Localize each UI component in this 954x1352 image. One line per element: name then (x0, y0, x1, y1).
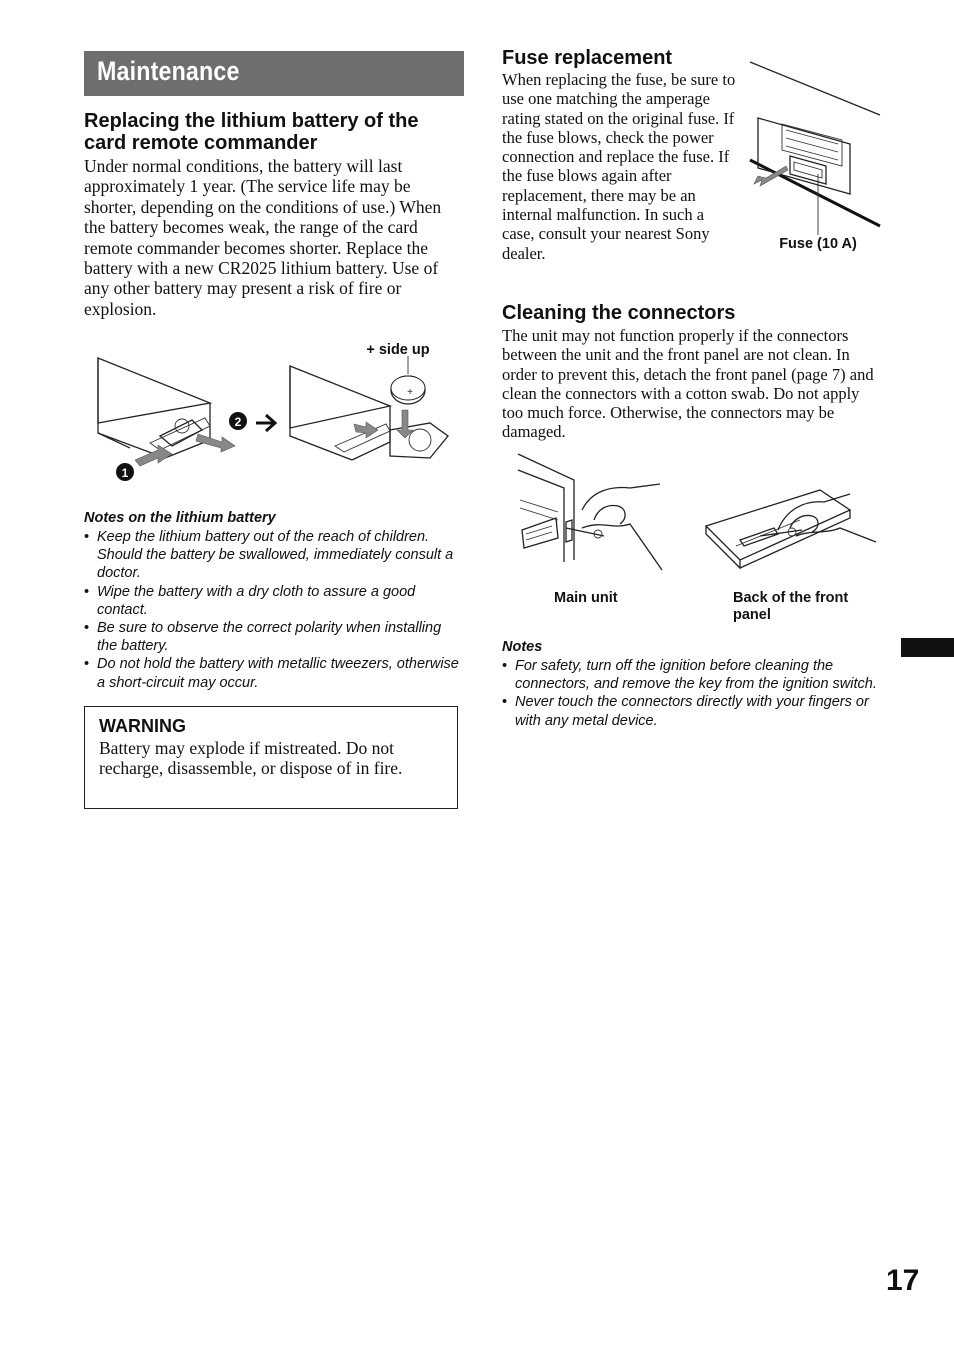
main-unit-caption: Main unit (554, 590, 618, 606)
next-step-arrow-icon (256, 415, 275, 431)
list-item: • For safety, turn off the ignition before cleaning the connectors, and remove the key from the ignition switch. (502, 657, 884, 693)
fuse-heading: Fuse replacement (502, 47, 673, 69)
section-banner (84, 51, 464, 96)
coin-battery-icon (391, 376, 425, 404)
svg-text:1: 1 (121, 466, 129, 480)
warning-title: WARNING (99, 716, 186, 736)
battery-heading: Replacing the lithium battery of the card remote commander (84, 110, 419, 154)
step-1-marker (116, 463, 134, 481)
list-item: • Wipe the battery with a dry cloth to assure a good contact. (84, 583, 464, 619)
connectors-paragraph: The unit may not function properly if the connectors between the unit and the front panel are not clean. In order to prevent this, detach the front panel (page 7) and clean the connectors with a cotton swab. Do not apply too much force. Otherwise, the connectors may be damaged. (502, 326, 874, 442)
card-remote-right (290, 366, 448, 460)
warning-text: Battery may explode if mistreated. Do not recharge, disassemble, or dispose of in fire. (99, 738, 403, 779)
connectors-heading: Cleaning the connectors (502, 302, 736, 324)
fuse-illustration (746, 60, 886, 256)
battery-paragraph: Under normal conditions, the battery will last approximately 1 year. (The service life may be shorter, depending on the conditions of use.) When the battery becomes weak, the range of the card remote commander becomes shorter. Replace the battery with a new CR2025 lithium battery. Use of any other battery may present a risk of fire or explosion. (84, 156, 442, 319)
svg-text:2: 2 (234, 415, 242, 429)
card-remote-left (98, 358, 235, 466)
fuse-label: Fuse (10 A) (779, 236, 857, 252)
section-title: Maintenance (97, 56, 240, 86)
fuse-paragraph: When replacing the fuse, be sure to use one matching the amperage rating stated on the original fuse. If the fuse blows, check the power connection and replace the fuse. If the fuse blows again after replacement, there may be an internal malfunction. In such a case, consult your nearest Sony dealer. (502, 70, 736, 263)
page-number: 17 (886, 1264, 920, 1297)
connectors-notes-list (502, 657, 884, 730)
list-item: • Keep the lithium battery out of the reach of children. Should the battery be swallowed, immediately consult a doctor. (84, 528, 464, 583)
warning-box (84, 706, 458, 809)
svg-text:+: + (407, 387, 413, 398)
main-unit-cleaning-illustration (512, 450, 672, 580)
list-item: • Do not hold the battery with metallic tweezers, otherwise a short-circuit may occur. (84, 655, 464, 691)
step-2-marker (229, 412, 247, 430)
front-panel-caption: Back of the front panel (733, 590, 849, 623)
battery-notes-list (84, 528, 464, 692)
connectors-notes-heading: Notes (502, 639, 543, 655)
list-item: • Be sure to observe the correct polarity when installing the battery. (84, 619, 464, 655)
battery-notes-heading: Notes on the lithium battery (84, 510, 276, 526)
front-panel-cleaning-illustration (700, 470, 880, 580)
section-tab-marker (901, 638, 954, 657)
list-item: • Never touch the connectors directly with your fingers or with any metal device. (502, 693, 884, 729)
battery-replacement-illustration (90, 338, 465, 488)
side-up-label: + side up (366, 342, 430, 358)
